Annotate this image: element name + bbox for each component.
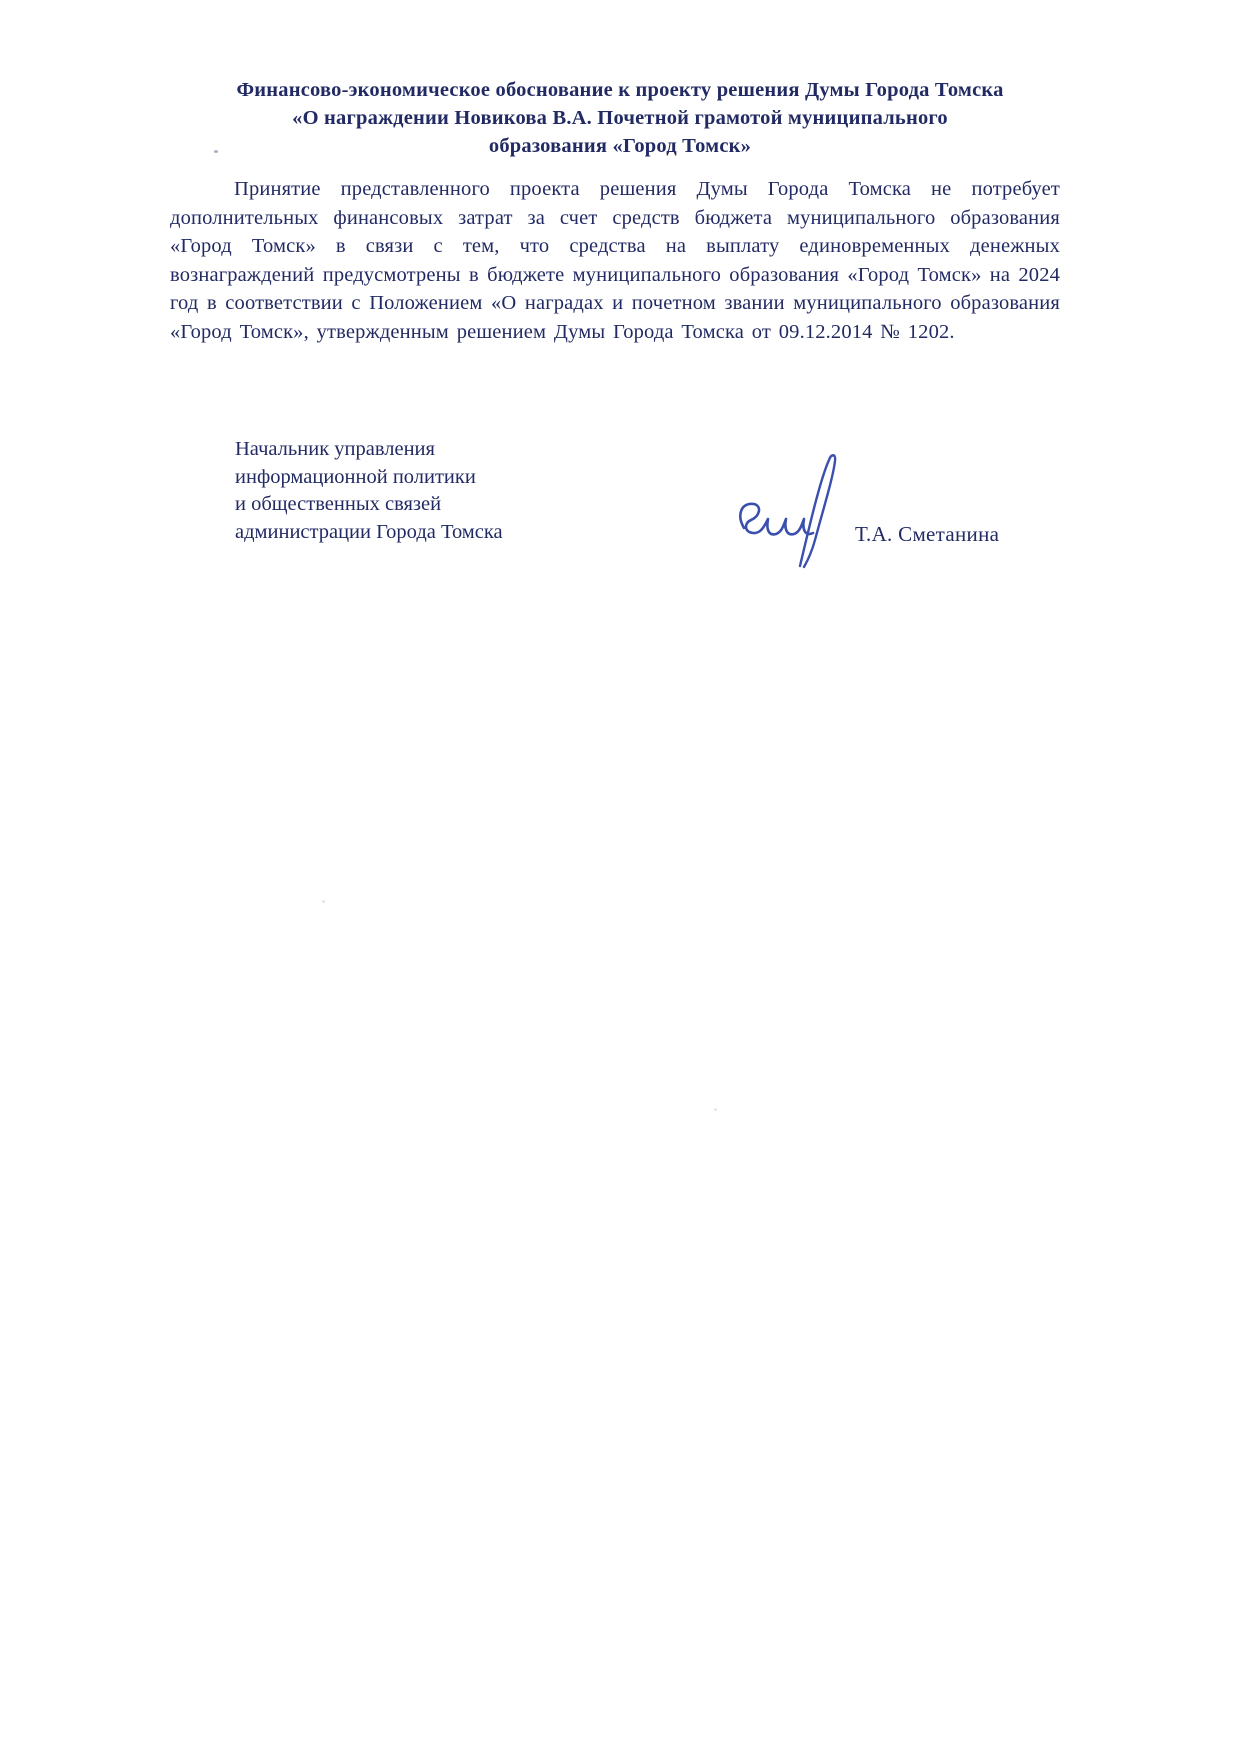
handwritten-signature-icon xyxy=(730,450,840,570)
scan-artifact-speck xyxy=(214,150,218,153)
scan-artifact-speck xyxy=(322,900,325,903)
signature-block xyxy=(0,432,1240,592)
signer-position-line: администрации Города Томска xyxy=(235,520,503,543)
body-paragraph: Принятие представленного проекта решения Думы Города Томска не потребует дополнительных финансовых затрат за счет средств бюджета муниципального образования «Город Томск» в связи с тем, что средства на выплату единовременных денежных вознаграждений предусмотрены в бюджете муниципального образования «Город Томск» на 2024 год в соответствии с Положением «О наградах и почетном звании муниципального образования «Город Томск», утвержденным решением Думы Города Томска от 09.12.2014 № 1202. xyxy=(170,178,1060,343)
document-title-line: «О награждении Новикова В.А. Почетной грамотой муниципального xyxy=(292,107,948,129)
document-title-line: образования «Город Томск» xyxy=(488,135,752,157)
document-title-line: Финансово-экономическое обоснование к проекту решения Думы Города Томска xyxy=(236,79,1004,101)
signer-position xyxy=(235,436,503,546)
scan-artifact-speck xyxy=(714,1108,717,1111)
document-title xyxy=(140,76,1100,160)
signer-position-line: информационной политики xyxy=(235,465,476,488)
signer-position-line: Начальник управления xyxy=(235,438,435,460)
signer-name: Т.А. Сметанина xyxy=(855,522,1000,546)
signer-position-line: и общественных связей xyxy=(235,493,442,515)
